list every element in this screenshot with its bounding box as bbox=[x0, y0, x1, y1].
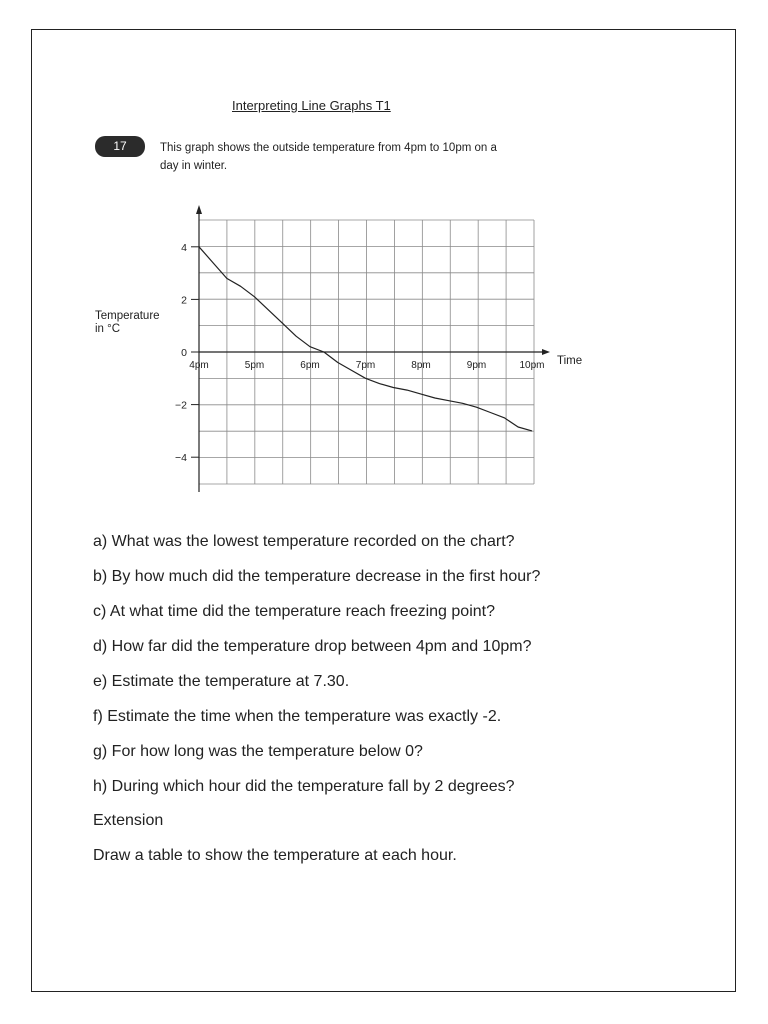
question-f: f) Estimate the time when the temperature was exactly -2. bbox=[93, 708, 502, 725]
y-tick-label: −2 bbox=[175, 399, 187, 412]
chart-series bbox=[199, 247, 532, 431]
y-tick-label: −4 bbox=[175, 452, 187, 465]
y-axis-label-line2: in °C bbox=[95, 323, 121, 335]
question-d: d) How far did the temperature drop between 4pm and 10pm? bbox=[93, 638, 532, 655]
x-tick-label: 6pm bbox=[300, 360, 320, 371]
extension-title: Extension bbox=[93, 812, 164, 829]
y-tick-label: 4 bbox=[181, 241, 187, 254]
x-tick-label: 7pm bbox=[355, 360, 376, 371]
y-tick-label: 2 bbox=[181, 294, 187, 307]
worksheet-title: Interpreting Line Graphs T1 bbox=[232, 98, 391, 113]
x-tick-label: 8pm bbox=[411, 360, 431, 371]
x-tick-label: 9pm bbox=[466, 360, 487, 371]
question-e: e) Estimate the temperature at 7.30. bbox=[93, 673, 350, 690]
question-list bbox=[93, 531, 540, 811]
y-axis-label-line1: Temperature bbox=[95, 310, 160, 322]
temperature-series-line bbox=[199, 247, 532, 431]
question-number-badge: 17 bbox=[95, 136, 145, 157]
y-tick-label: 0 bbox=[181, 347, 187, 359]
question-b: b) By how much did the temperature decrease in the first hour? bbox=[93, 568, 541, 585]
intro-line-2: day in winter. bbox=[160, 160, 228, 172]
question-h: h) During which hour did the temperature fall by 2 degrees? bbox=[93, 778, 515, 795]
question-a: a) What was the lowest temperature recorded on the chart? bbox=[93, 533, 515, 550]
x-tick-label: 5pm bbox=[244, 360, 265, 371]
intro-line-1: This graph shows the outside temperature from 4pm to 10pm on a bbox=[160, 142, 497, 154]
question-c: c) At what time did the temperature reach freezing point? bbox=[93, 603, 495, 620]
chart-axes bbox=[196, 205, 550, 492]
extension-task: Draw a table to show the temperature at each hour. bbox=[93, 847, 457, 864]
x-axis-arrow bbox=[542, 349, 550, 355]
y-axis-arrow bbox=[196, 205, 202, 214]
question-g: g) For how long was the temperature below 0? bbox=[93, 743, 423, 760]
x-axis-label: Time bbox=[557, 355, 583, 367]
x-tick-label: 4pm bbox=[189, 360, 209, 371]
x-tick-label: 10pm bbox=[519, 360, 545, 371]
